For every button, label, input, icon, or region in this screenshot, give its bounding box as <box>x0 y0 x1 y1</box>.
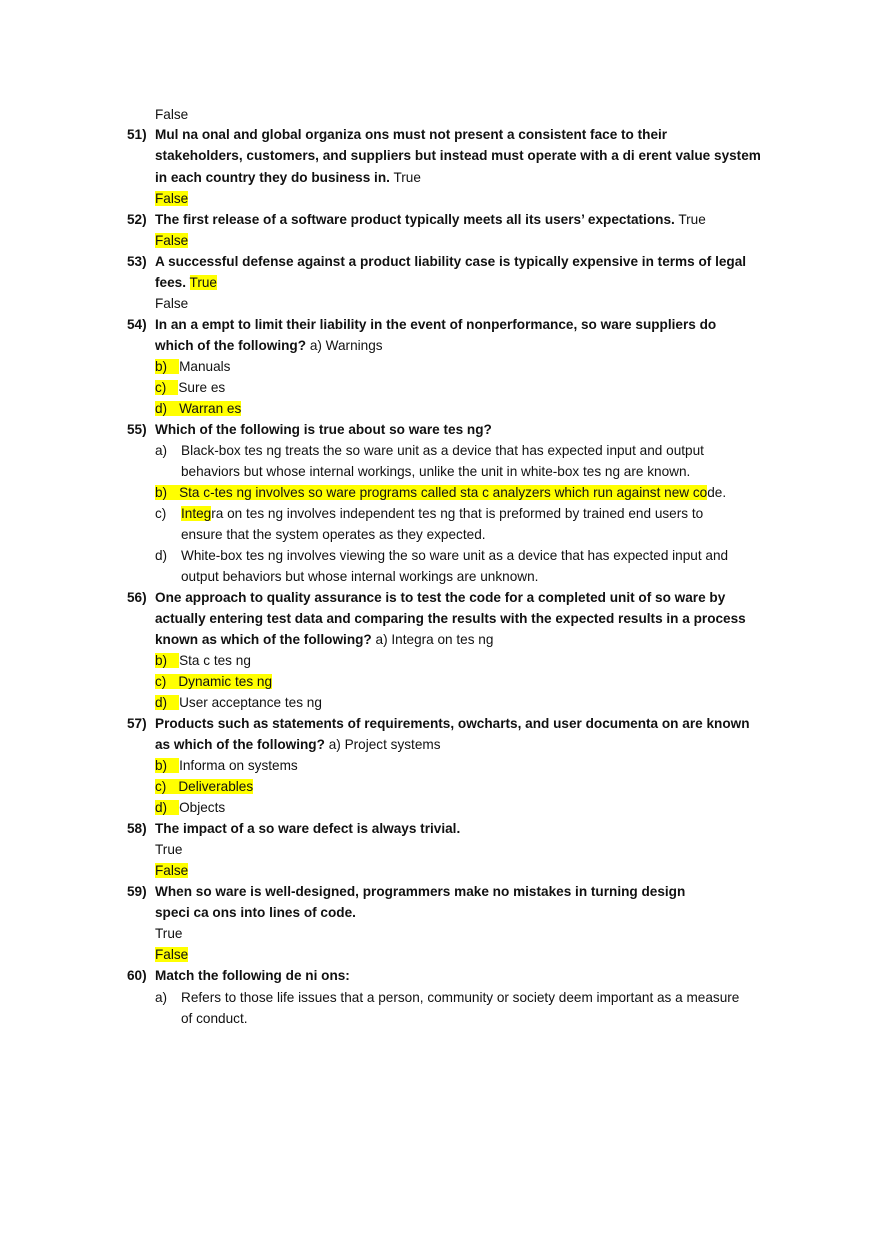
highlighted-letter: b) <box>155 758 179 773</box>
highlighted-answer <box>155 401 241 416</box>
highlighted-answer: False <box>155 191 189 206</box>
option-text: User acceptance tes ng <box>179 695 322 710</box>
question-number: 53) <box>127 254 147 269</box>
question-text: One approach to quality assurance is to test the code for a completed unit of so ware by <box>155 590 726 605</box>
highlighted-letter: d) <box>155 800 179 815</box>
question-text: In an a empt to limit their liability in the event of nonperformance, so ware suppliers do <box>155 317 717 332</box>
question-number: 55) <box>127 422 147 437</box>
answer-false: False <box>155 107 189 122</box>
option-a-text: of conduct. <box>181 1011 248 1026</box>
option-b <box>155 482 726 503</box>
question-text: The first release of a software product typically meets all its users’ expectations. <box>155 212 675 227</box>
question-text: Mul na onal and global organiza ons must not present a consistent face to their <box>155 127 668 142</box>
option-letter: c) <box>155 779 167 794</box>
answer-false <box>155 188 188 209</box>
question-line <box>155 734 441 755</box>
option-c-text: ensure that the system operates as they expected. <box>181 527 486 542</box>
highlighted-letter: c) <box>155 380 178 395</box>
option-a-letter: a) <box>155 990 168 1005</box>
option-a-letter: a) <box>155 443 168 458</box>
option-d-text: output behaviors but whose internal workings are unknown. <box>181 569 539 584</box>
answer-false <box>155 230 188 251</box>
option-text: Sta c-tes ng involves so ware programs called sta c analyzers which run against new co <box>179 485 708 500</box>
highlighted-answer: False <box>155 863 189 878</box>
question-text: fees. <box>155 275 186 290</box>
question-text: known as which of the following? <box>155 632 372 647</box>
question-number: 58) <box>127 821 147 836</box>
option-text: Warran es <box>179 401 242 416</box>
question-line <box>155 167 421 188</box>
question-number: 56) <box>127 590 147 605</box>
option-d-text: White-box tes ng involves viewing the so ware unit as a device that has expected input and <box>181 548 729 563</box>
option-text: de. <box>707 485 727 500</box>
option-letter: b) <box>155 485 168 500</box>
question-text: The impact of a so ware defect is always trivial. <box>155 821 461 836</box>
answer-true: True <box>678 212 706 227</box>
highlighted-answer <box>155 485 707 500</box>
option-d <box>155 692 322 713</box>
question-number: 57) <box>127 716 147 731</box>
option-text: Manuals <box>179 359 231 374</box>
question-text: Which of the following is true about so ware tes ng? <box>155 422 492 437</box>
option-a-text: Black-box tes ng treats the so ware unit as a device that has expected input and output <box>181 443 704 458</box>
option-text: Deliverables <box>178 779 254 794</box>
question-text: When so ware is well-designed, programmers make no mistakes in turning design <box>155 884 686 899</box>
option-d <box>155 398 241 419</box>
option-letter: c) <box>155 674 167 689</box>
option-c <box>155 377 225 398</box>
option-b <box>155 755 298 776</box>
question-number: 60) <box>127 968 147 983</box>
option-a-text: behaviors but whose internal workings, unlike the unit in white-box tes ng are known. <box>181 464 691 479</box>
option-text: Informa on systems <box>179 758 298 773</box>
question-line <box>155 209 706 230</box>
answer-false <box>155 860 188 881</box>
option-c-text <box>181 503 703 524</box>
question-number: 54) <box>127 317 147 332</box>
answer-false: False <box>155 296 189 311</box>
option-b <box>155 650 251 671</box>
option-text: ra on tes ng involves independent tes ng that is preformed by trained end users to <box>211 506 704 521</box>
question-text: stakeholders, customers, and suppliers but instead must operate with a di erent value system <box>155 148 761 163</box>
highlighted-answer <box>155 779 253 794</box>
option-letter: d) <box>155 401 168 416</box>
highlighted-letter: b) <box>155 359 179 374</box>
question-text: actually entering test data and comparing the results with the expected results in a process <box>155 611 746 626</box>
option-b <box>155 356 230 377</box>
question-text: A successful defense against a product liability case is typically expensive in terms of legal <box>155 254 747 269</box>
option-c <box>155 671 272 692</box>
option-a: a) Warnings <box>309 338 383 353</box>
option-c <box>155 776 253 797</box>
question-line <box>155 272 217 293</box>
question-number: 59) <box>127 884 147 899</box>
option-text: Sure es <box>178 380 226 395</box>
question-text: which of the following? <box>155 338 307 353</box>
option-text: Objects <box>179 800 226 815</box>
question-line <box>155 335 383 356</box>
question-number: 52) <box>127 212 147 227</box>
option-c-letter: c) <box>155 506 167 521</box>
answer-false <box>155 944 188 965</box>
highlighted-answer <box>155 674 272 689</box>
question-line <box>155 629 493 650</box>
question-text: speci ca ons into lines of code. <box>155 905 356 920</box>
question-text: in each country they do business in. <box>155 170 390 185</box>
option-d-letter: d) <box>155 548 168 563</box>
answer-true: True <box>393 170 421 185</box>
option-a: a) Integra on tes ng <box>375 632 494 647</box>
highlighted-answer: False <box>155 947 189 962</box>
highlighted-answer: True <box>189 275 217 290</box>
highlighted-letter: b) <box>155 653 179 668</box>
option-d <box>155 797 225 818</box>
option-a-text: Refers to those life issues that a person, community or society deem important as a measure <box>181 990 740 1005</box>
option-text: Dynamic tes ng <box>178 674 273 689</box>
highlighted-answer: False <box>155 233 189 248</box>
question-text: Products such as statements of requirements, owcharts, and user documenta on are known <box>155 716 750 731</box>
highlighted-text: Integ <box>181 506 212 521</box>
answer-true: True <box>155 926 183 941</box>
option-a: a) Project systems <box>328 737 441 752</box>
question-text: Match the following de ni ons: <box>155 968 350 983</box>
question-text: as which of the following? <box>155 737 325 752</box>
option-text: Sta c tes ng <box>179 653 251 668</box>
highlighted-letter: d) <box>155 695 179 710</box>
question-number: 51) <box>127 127 147 142</box>
answer-true: True <box>155 842 183 857</box>
